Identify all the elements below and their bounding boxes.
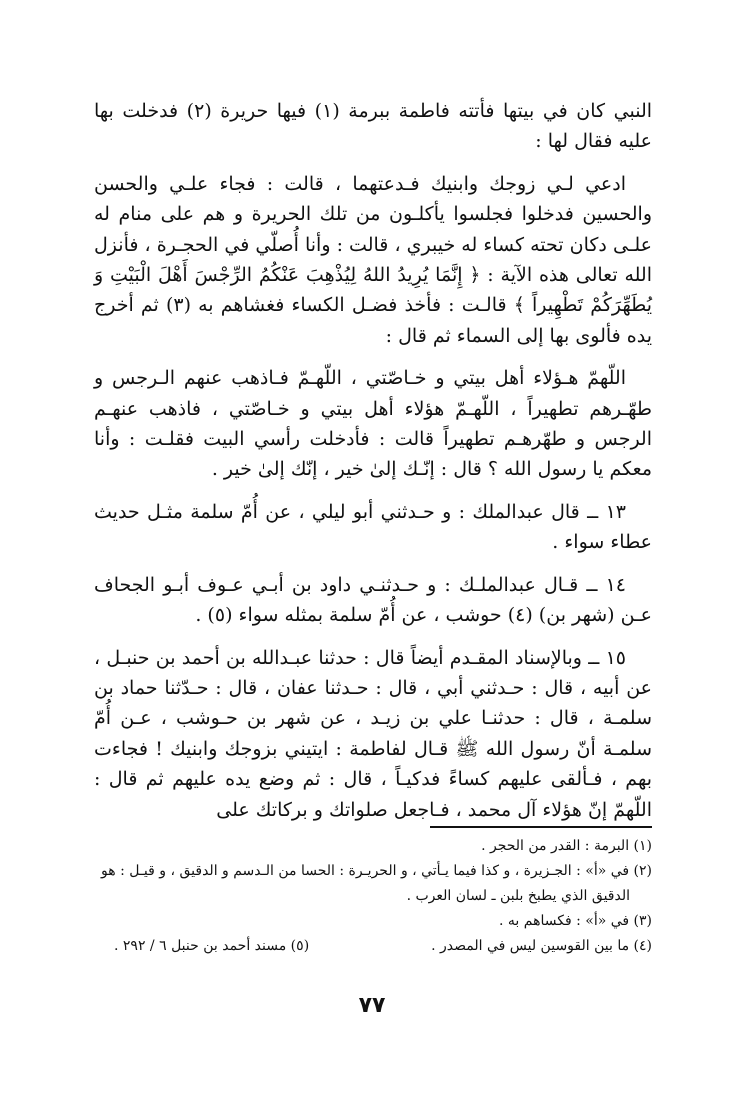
footnote-2: (٢) في «أ» : الجـزيرة ، و كذا فيما يـأتي ، و الحريـرة : الحسا من الـدسم و الدقيق ، و قيـل : هو (101, 863, 652, 879)
footnote-1: (١) البرمة : القدر من الحجر . (481, 838, 652, 854)
main-text (94, 96, 652, 837)
paragraph-hadith-15: ١٥ ــ وبالإسناد المقـدم أيضاً قال : حدثنا عبـدالله بن أحمد بن حنبـل ، عن أبيه ، قال : حـدثني أبي ، قال : حـدثنا عفان ، قال : حـدّثنا حماد بن سلمـة ، قال : حدثنـا علي بن زيـد ، عن شهر بن حـوشب ، عـن أُمّ سلمـة أنّ رسول الله ﷺ قـال لفاطمة : ايتيني بزوجك وابنيك ! فجاءت بهم ، فـألقى عليهم كساءً فدكيـاً ، قال : ثم وضع يده عليهم ثم قال : اللّهمّ إنّ هؤلاء آل محمد ، فـاجعل صلواتك و بركاتك على (94, 646, 652, 821)
footnote-divider (430, 826, 652, 828)
paragraph-hadith-story: ادعي لـي زوجك وابنيك فـدعتهما ، قالت : فجاء علـي والحسن والحسين فدخلوا فجلسوا يأكلـون من تلك الحريرة و هم على منام له علـى دكان تحته كساء له خيبري ، قالت : وأنا أُصلّي في الحجـرة ، فأنزل الله تعالى هذه الآية : ﴿ إِنَّمَا يُرِيدُ اللهُ لِيُذْهِبَ عَنْكُمُ الرِّجْسَ أَهْلَ الْبَيْتِ وَ يُطَهِّرَكُمْ تَطْهِيراً ﴾ قالـت : فأخذ فضـل الكساء فغشاهم به (٣) ثم أخرج يده فألوى بها إلى السماء ثم قال : (94, 172, 652, 347)
page-number: ٧٧ (358, 993, 386, 1018)
footnote-row-4-5 (94, 934, 652, 959)
footnote-3: (٣) في «أ» : فكساهم به . (499, 913, 652, 929)
paragraph-intro: النبي كان في بيتها فأتته فاطمة ببرمة (١) فيها حريرة (٢) فدخلت بها عليه فقال لها : (94, 100, 653, 153)
paragraph-hadith-14: ١٤ ــ قـال عبدالملـك : و حـدثنـي داود بن أبـي عـوف أبـو الجحاف عـن (شهر بن) (٤) حوشب ، عن أُمّ سلمة بمثله سواء (٥) . (94, 573, 652, 627)
paragraph-prayer: اللّهمّ هـؤلاء أهل بيتي و خـاصّتي ، اللّهـمّ فـاذهب عنهم الـرجس و طهّـرهم تطهيراً ، اللّهـمّ هؤلاء أهل بيتي و خـاصّتي ، فاذهب عنهـم الرجس و طهّرهـم تطهيراً قالت : فأدخلت رأسي البيت فقلـت : وأنا معكم يا رسول الله ؟ قال : إنّـك إلىٰ خير ، إنّك إلىٰ خير . (94, 367, 652, 481)
footnote-2-continuation: الدقيق الذي يطبخ بلبن ـ لسان العرب . (406, 888, 630, 904)
footnote-5: (٥) مسند أحمد بن حنبل ٦ / ٢٩٢ . (114, 938, 310, 954)
footnotes (94, 834, 652, 959)
paragraph-hadith-13: ١٣ ــ قال عبدالملك : و حـدثني أبو ليلي ، عن أُمّ سلمة مثـل حديث عطاء سواء . (94, 500, 652, 554)
footnote-4: (٤) ما بين القوسين ليس في المصدر . (431, 938, 652, 954)
